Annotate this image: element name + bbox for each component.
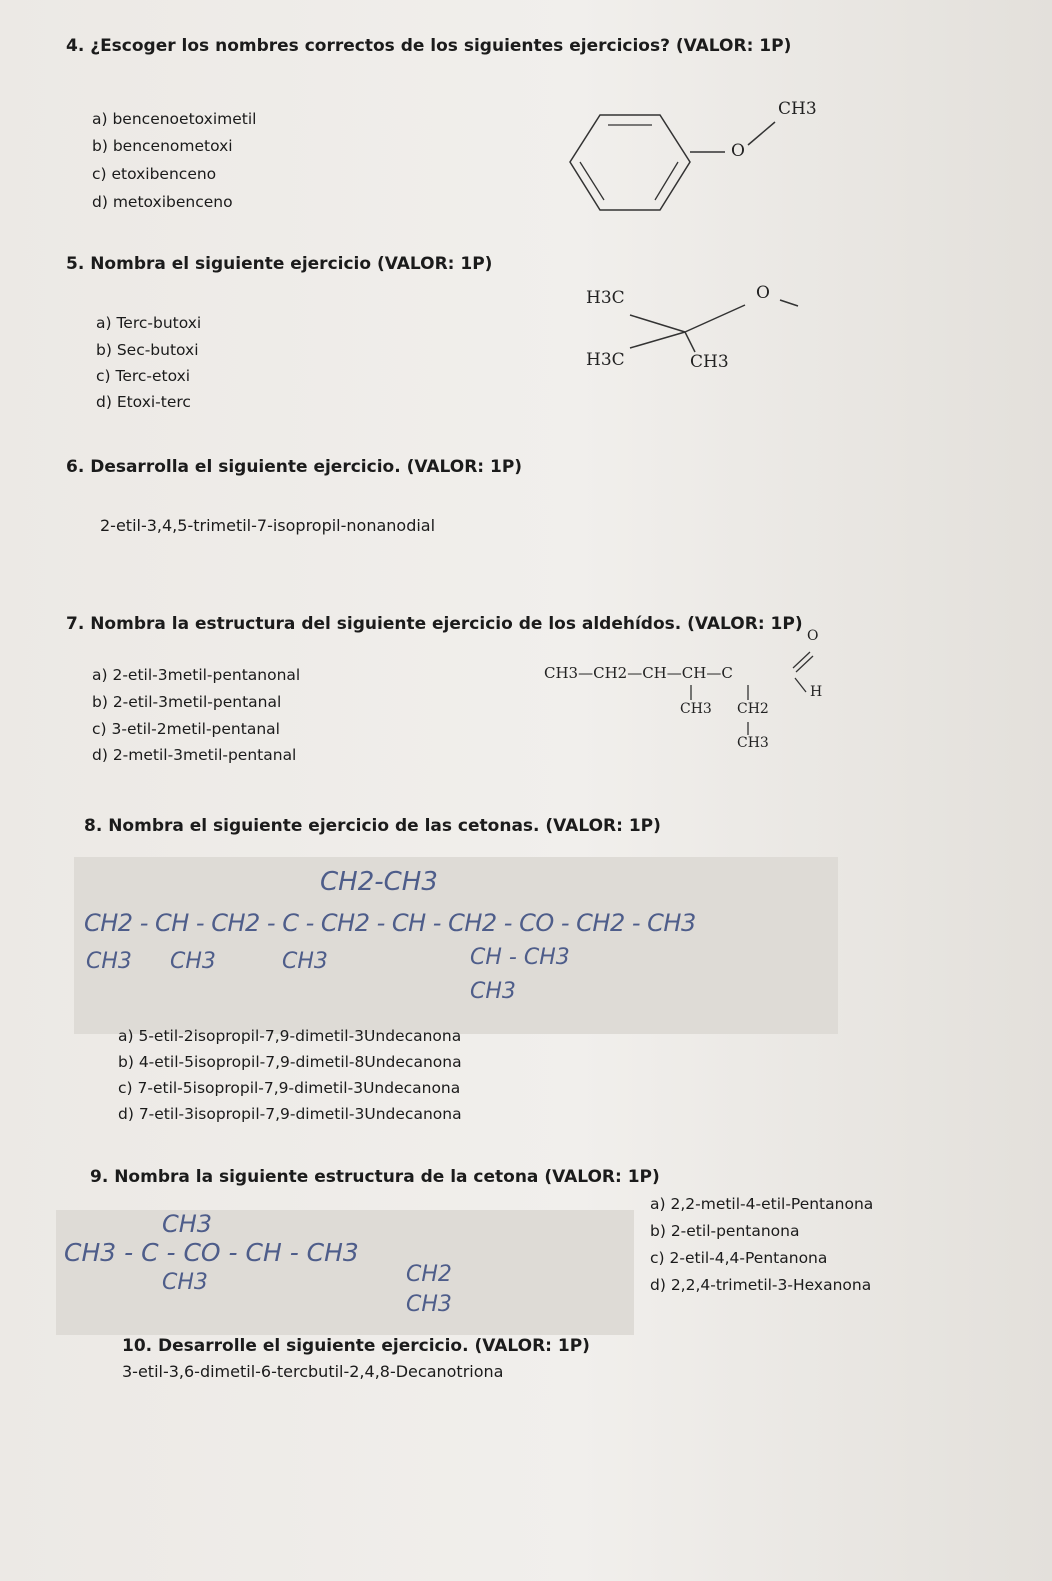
q5-h3c-bottom-label: H3C — [586, 350, 625, 370]
q7-aldehyde-bonds — [650, 640, 830, 750]
q8-handwritten-structure — [74, 857, 838, 1034]
q8-option-c: c) 7-etil-5isopropil-7,9-dimetil-3Undecanona — [118, 1079, 461, 1097]
q9-option-c: c) 2-etil-4,4-Pentanona — [650, 1249, 828, 1267]
q6-compound-name: 2-etil-3,4,5-trimetil-7-isopropil-nonanodial — [100, 516, 436, 535]
q10-compound-name: 3-etil-3,6-dimetil-6-tercbutil-2,4,8-Decanotriona — [122, 1362, 504, 1381]
q7-oxygen-label: O — [807, 628, 819, 644]
q7-option-b: b) 2-etil-3metil-pentanal — [92, 693, 282, 711]
q5-ch3-label: CH3 — [690, 352, 729, 372]
q7-option-c: c) 3-etil-2metil-pentanal — [92, 720, 280, 738]
q5-option-b: b) Sec-butoxi — [96, 341, 199, 359]
q8-hw-below-3: CH3 — [282, 949, 328, 974]
q8-hw-main-chain: CH2 - CH - CH2 - C - CH2 - CH - CH2 - CO - CH2 - CH3 — [84, 909, 696, 937]
q9-option-a: a) 2,2-metil-4-etil-Pentanona — [650, 1195, 874, 1213]
q8-hw-below-2: CH3 — [170, 949, 216, 974]
q4-oxygen-label: O — [731, 141, 745, 161]
q4-title: 4. ¿Escoger los nombres correctos de los siguientes ejercicios? (VALOR: 1P) — [66, 36, 792, 56]
q4-option-d: d) metoxibenceno — [92, 193, 233, 211]
q6-title: 6. Desarrolla el siguiente ejercicio. (VALOR: 1P) — [66, 457, 523, 477]
q4-benzene-structure — [560, 100, 760, 220]
q7-branch-ch2: CH2 — [737, 701, 769, 717]
q9-hw-main-chain: CH3 - C - CO - CH - CH3 — [64, 1238, 359, 1267]
q8-option-a: a) 5-etil-2isopropil-7,9-dimetil-3Undecanona — [118, 1027, 462, 1045]
q9-option-b: b) 2-etil-pentanona — [650, 1222, 800, 1240]
q5-h3c-top-label: H3C — [586, 288, 625, 308]
q5-oxygen-label: O — [756, 283, 770, 303]
q7-title: 7. Nombra la estructura del siguiente ejercicio de los aldehídos. (VALOR: 1P) — [66, 614, 803, 634]
q9-option-d: d) 2,2,4-trimetil-3-Hexanona — [650, 1276, 872, 1294]
q9-title: 9. Nombra la siguiente estructura de la cetona (VALOR: 1P) — [90, 1167, 660, 1187]
q4-option-a: a) bencenoetoximetil — [92, 110, 257, 128]
q7-option-a: a) 2-etil-3metil-pentanonal — [92, 666, 301, 684]
q8-option-b: b) 4-etil-5isopropil-7,9-dimetil-8Undecanona — [118, 1053, 462, 1071]
q7-branch-ch3-end: CH3 — [737, 735, 769, 751]
q8-hw-below-4: CH - CH3 — [470, 945, 570, 970]
q4-option-b: b) bencenometoxi — [92, 137, 233, 155]
q8-hw-below-1: CH3 — [86, 949, 132, 974]
q8-hw-top: CH2-CH3 — [320, 867, 438, 897]
q10-title: 10. Desarrolle el siguiente ejercicio. (VALOR: 1P) — [122, 1336, 590, 1356]
q8-hw-below-5: CH3 — [470, 979, 516, 1004]
q7-hydrogen-label: H — [810, 684, 823, 700]
q4-ch3-label: CH3 — [778, 99, 817, 119]
q9-handwritten-structure — [56, 1210, 634, 1335]
q8-option-d: d) 7-etil-3isopropil-7,9-dimetil-3Undecanona — [118, 1105, 462, 1123]
q5-option-a: a) Terc-butoxi — [96, 314, 202, 332]
q9-hw-top: CH3 — [162, 1210, 213, 1238]
q8-title: 8. Nombra el siguiente ejercicio de las cetonas. (VALOR: 1P) — [84, 816, 661, 836]
q7-branch-ch3: CH3 — [680, 701, 712, 717]
q9-hw-below-2: CH2 — [406, 1262, 452, 1287]
q5-title: 5. Nombra el siguiente ejercicio (VALOR: 1P) — [66, 254, 493, 274]
q9-hw-below-1: CH3 — [162, 1270, 208, 1295]
q7-main-chain: CH3—CH2—CH—CH—C — [544, 664, 733, 682]
q4-option-c: c) etoxibenceno — [92, 165, 217, 183]
q7-option-d: d) 2-metil-3metil-pentanal — [92, 746, 297, 764]
q5-option-c: c) Terc-etoxi — [96, 367, 191, 385]
q9-hw-below-3: CH3 — [406, 1292, 452, 1317]
q5-option-d: d) Etoxi-terc — [96, 393, 191, 411]
